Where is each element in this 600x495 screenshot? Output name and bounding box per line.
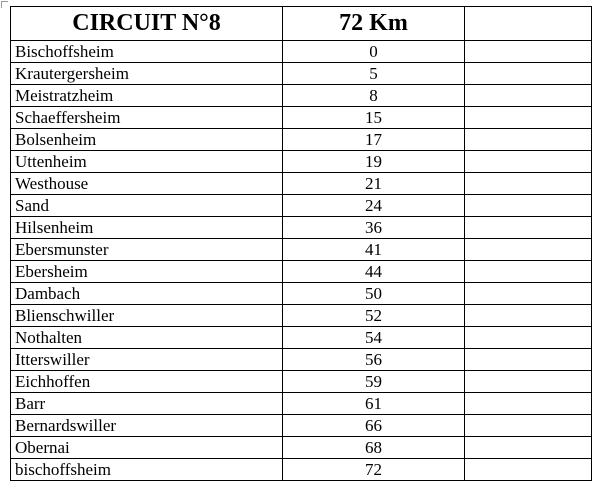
empty-cell: [465, 261, 592, 283]
km-value: 50: [283, 283, 465, 305]
table-row: [11, 261, 592, 283]
empty-cell: [465, 239, 592, 261]
km-value: 8: [283, 85, 465, 107]
table-row: [11, 437, 592, 459]
km-value: 59: [283, 371, 465, 393]
km-value: 5: [283, 63, 465, 85]
km-value: 72: [283, 459, 465, 481]
town-name: Krautergersheim: [11, 63, 283, 85]
empty-cell: [465, 129, 592, 151]
km-value: 19: [283, 151, 465, 173]
town-name: Bolsenheim: [11, 129, 283, 151]
km-value: 41: [283, 239, 465, 261]
km-value: 68: [283, 437, 465, 459]
table-row: [11, 239, 592, 261]
table-row: [11, 217, 592, 239]
town-name: Ebersheim: [11, 261, 283, 283]
km-value: 66: [283, 415, 465, 437]
empty-cell: [465, 327, 592, 349]
empty-cell: [465, 393, 592, 415]
empty-cell: [465, 195, 592, 217]
empty-cell: [465, 63, 592, 85]
table-row: [11, 371, 592, 393]
empty-cell: [465, 415, 592, 437]
town-name: Westhouse: [11, 173, 283, 195]
town-name: Schaeffersheim: [11, 107, 283, 129]
circuit-distance: 72 Km: [283, 7, 465, 41]
circuit-title: CIRCUIT N°8: [11, 7, 283, 41]
town-name: Nothalten: [11, 327, 283, 349]
town-name: Dambach: [11, 283, 283, 305]
km-value: 15: [283, 107, 465, 129]
table-row: [11, 305, 592, 327]
km-value: 21: [283, 173, 465, 195]
km-value: 61: [283, 393, 465, 415]
table-row: [11, 459, 592, 481]
town-name: bischoffsheim: [11, 459, 283, 481]
empty-cell: [465, 41, 592, 63]
circuit-table-body: [11, 7, 592, 481]
empty-cell: [465, 437, 592, 459]
km-value: 56: [283, 349, 465, 371]
empty-cell: [465, 459, 592, 481]
empty-cell: [465, 371, 592, 393]
table-row: [11, 349, 592, 371]
km-value: 54: [283, 327, 465, 349]
km-value: 52: [283, 305, 465, 327]
km-value: 36: [283, 217, 465, 239]
header-row: [11, 7, 592, 41]
table-row: [11, 129, 592, 151]
km-value: 17: [283, 129, 465, 151]
town-name: Meistratzheim: [11, 85, 283, 107]
empty-cell: [465, 283, 592, 305]
empty-cell: [465, 151, 592, 173]
town-name: Sand: [11, 195, 283, 217]
table-row: [11, 63, 592, 85]
town-name: Bernardswiller: [11, 415, 283, 437]
table-row: [11, 173, 592, 195]
table-row: [11, 195, 592, 217]
empty-cell: [465, 85, 592, 107]
table-row: [11, 151, 592, 173]
km-value: 24: [283, 195, 465, 217]
town-name: Uttenheim: [11, 151, 283, 173]
table-row: [11, 41, 592, 63]
km-value: 44: [283, 261, 465, 283]
town-name: Ebersmunster: [11, 239, 283, 261]
table-row: [11, 283, 592, 305]
empty-cell: [465, 349, 592, 371]
town-name: Bischoffsheim: [11, 41, 283, 63]
town-name: Obernai: [11, 437, 283, 459]
town-name: Eichhoffen: [11, 371, 283, 393]
town-name: Barr: [11, 393, 283, 415]
table-row: [11, 107, 592, 129]
table-row: [11, 393, 592, 415]
table-row: [11, 415, 592, 437]
circuit-table: [10, 6, 592, 481]
page-corner-mark: [1, 1, 8, 8]
empty-cell: [465, 173, 592, 195]
empty-cell: [465, 7, 592, 41]
town-name: Blienschwiller: [11, 305, 283, 327]
empty-cell: [465, 217, 592, 239]
empty-cell: [465, 107, 592, 129]
km-value: 0: [283, 41, 465, 63]
town-name: Hilsenheim: [11, 217, 283, 239]
table-row: [11, 85, 592, 107]
town-name: Itterswiller: [11, 349, 283, 371]
empty-cell: [465, 305, 592, 327]
table-row: [11, 327, 592, 349]
